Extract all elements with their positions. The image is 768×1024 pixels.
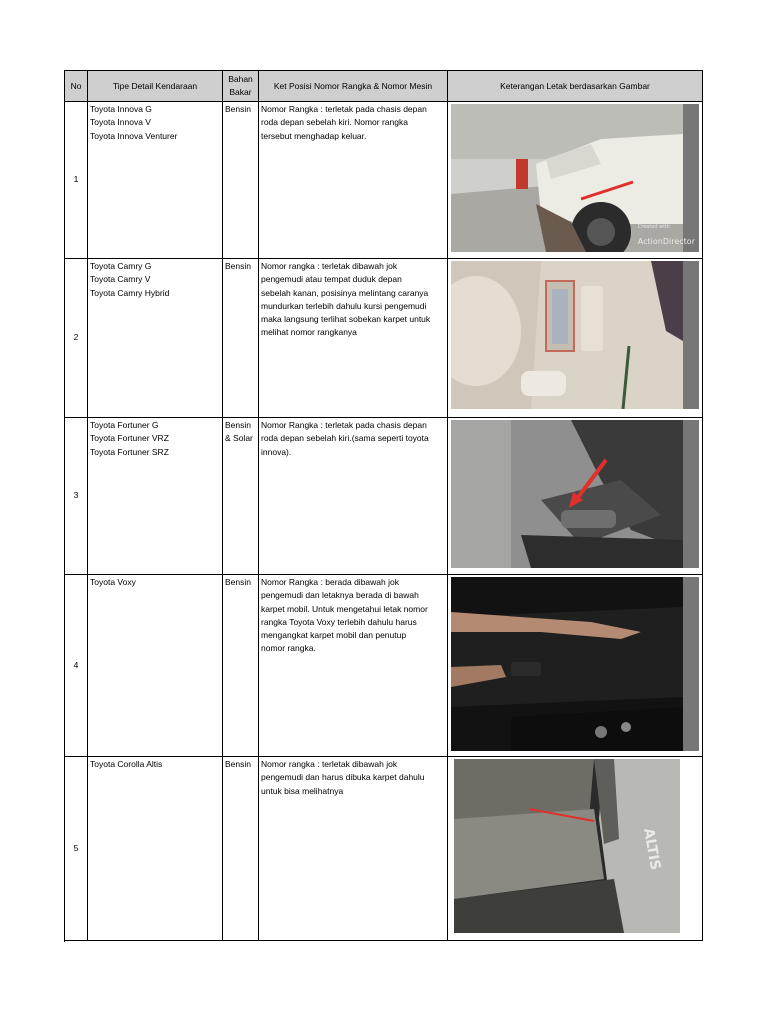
seat-photo (454, 759, 680, 933)
vehicle-types: Toyota Camry G Toyota Camry V Toyota Camry Hybrid (88, 259, 223, 418)
table-row (65, 259, 703, 418)
photo-cell (448, 418, 703, 575)
dark-carpet-photo (451, 577, 699, 751)
row-number: 4 (65, 575, 88, 757)
vehicle-types: Toyota Voxy (88, 575, 223, 757)
vehicle-types: Toyota Fortuner G Toyota Fortuner VRZ Toyota Fortuner SRZ (88, 418, 223, 575)
row-number: 5 (65, 757, 88, 941)
header-row (65, 71, 703, 102)
frame-number-description: Nomor Rangka : terletak pada chasis depan roda depan sebelah kiri.(sama seperti toyota innova). (259, 418, 448, 575)
header-pic: Keterangan Letak berdasarkan Gambar (448, 71, 703, 102)
fuel-type: Bensin & Solar (223, 418, 259, 575)
fuel-type: Bensin (223, 757, 259, 941)
header-ket: Ket Posisi Nomor Rangka & Nomor Mesin (259, 71, 448, 102)
frame-number-description: Nomor Rangka : berada dibawah jok pengemudi dan letaknya berada di bawah karpet mobil. Untuk mengetahui letak nomor rangka Toyota Voxy terlebih dahulu harus mengangkat karpet mobil dan penutup nomor rangka. (259, 575, 448, 757)
fuel-type: Bensin (223, 102, 259, 259)
frame-number-description: Nomor rangka : terletak dibawah jok pengemudi dan harus dibuka karpet dahulu untuk bisa melihatnya (259, 757, 448, 941)
altis-emblem-text: ALTIS (640, 826, 664, 872)
fuel-type: Bensin (223, 575, 259, 757)
photo-cell (448, 575, 703, 757)
photo-cell (448, 259, 703, 418)
photo-cell (448, 102, 703, 259)
row-number: 3 (65, 418, 88, 575)
frame-number-description: Nomor Rangka : terletak pada chasis depan roda depan sebelah kiri. Nomor rangka tersebut menghadap keluar. (259, 102, 448, 259)
car-wheel-photo (451, 104, 699, 252)
fuel-type: Bensin (223, 259, 259, 418)
table-row (65, 757, 703, 941)
frame-number-description: Nomor rangka : terletak dibawah jok pengemudi atau tempat duduk depan sebelah kanan, posisinya melintang caranya mundurkan terlebih dahulu kursi pengemudi maka langsung terlihat sobekan karpet untuk melihat nomor rangkanya (259, 259, 448, 418)
vehicle-types: Toyota Innova G Toyota Innova V Toyota Innova Venturer (88, 102, 223, 259)
row-number: 2 (65, 259, 88, 418)
car-floor-photo (451, 261, 699, 409)
vehicle-frame-number-table (64, 70, 703, 941)
header-fuel: Bahan Bakar (223, 71, 259, 102)
table-row (65, 102, 703, 259)
vehicle-types: Toyota Corolla Altis (88, 757, 223, 941)
photo-cell (448, 757, 703, 941)
header-no: No (65, 71, 88, 102)
row-number: 1 (65, 102, 88, 259)
page-divider (64, 940, 65, 942)
table-row (65, 418, 703, 575)
watermark: Created with ActionDirector (637, 224, 695, 246)
chassis-photo (451, 420, 699, 568)
header-type: Tipe Detail Kendaraan (88, 71, 223, 102)
table-row (65, 575, 703, 757)
